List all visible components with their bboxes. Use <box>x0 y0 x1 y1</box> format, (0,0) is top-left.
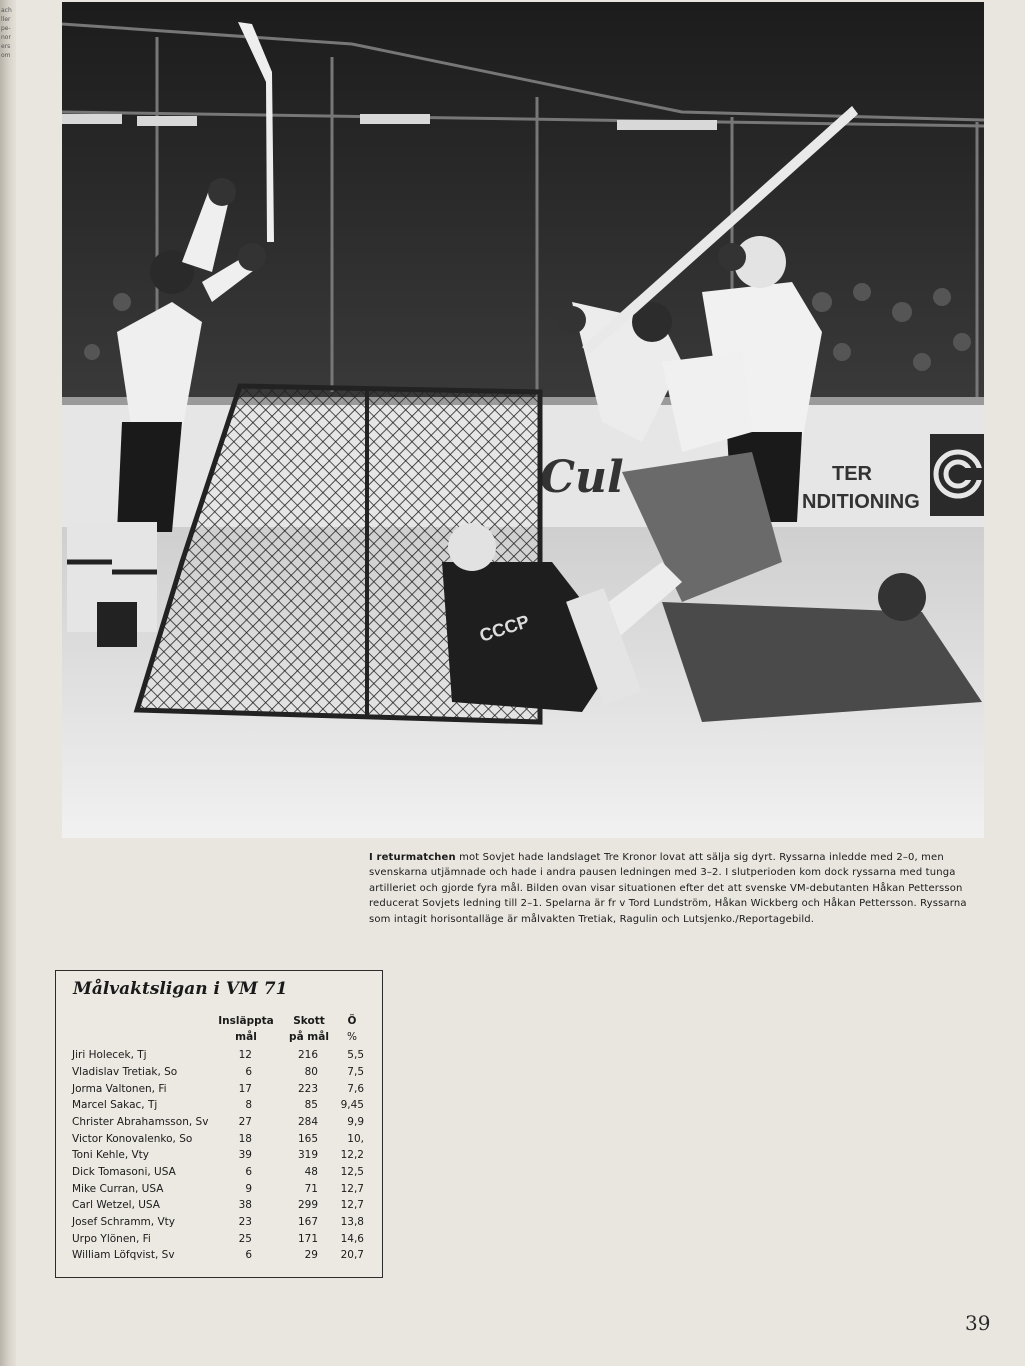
row-pct: 12,2 <box>340 1149 364 1161</box>
row-goals: 18 <box>238 1133 252 1145</box>
page-gutter <box>0 0 16 1366</box>
board-ad-text-2: NDITIONING <box>802 491 920 513</box>
row-name: Mike Curran, USA <box>72 1183 164 1195</box>
goalie-stats-table <box>55 970 383 1278</box>
row-goals: 8 <box>245 1099 252 1111</box>
row-name: Jorma Valtonen, Fi <box>72 1083 167 1095</box>
row-name: Christer Abrahamsson, Sv <box>72 1116 209 1128</box>
row-shots: 71 <box>304 1183 318 1195</box>
row-pct: 12,7 <box>340 1199 364 1211</box>
row-pct: 12,7 <box>340 1183 364 1195</box>
row-goals: 6 <box>245 1166 252 1178</box>
row-pct: 14,6 <box>340 1233 364 1245</box>
row-pct: 20,7 <box>340 1249 364 1261</box>
row-name: Dick Tomasoni, USA <box>72 1166 176 1178</box>
header-pct-line1: Ö <box>347 1015 357 1027</box>
row-goals: 39 <box>238 1149 252 1161</box>
header-goals <box>214 1013 278 1045</box>
row-shots: 80 <box>304 1066 318 1078</box>
row-shots: 29 <box>304 1249 318 1261</box>
row-shots: 171 <box>297 1233 318 1245</box>
row-goals: 6 <box>245 1249 252 1261</box>
board-ad-text-1: TER <box>832 463 872 485</box>
row-name: Josef Schramm, Vty <box>72 1216 175 1228</box>
row-goals: 9 <box>245 1183 252 1195</box>
row-name: Toni Kehle, Vty <box>72 1149 150 1161</box>
table-row <box>56 1233 382 1249</box>
row-goals: 25 <box>238 1233 252 1245</box>
row-pct: 7,6 <box>347 1083 364 1095</box>
header-shots-line2: på mål <box>289 1031 329 1043</box>
board-ad-text-3: Cul <box>540 452 624 503</box>
row-goals: 17 <box>238 1083 252 1095</box>
row-shots: 165 <box>297 1133 318 1145</box>
caption-lead: I returmatchen <box>369 852 456 863</box>
table-row <box>56 1216 382 1232</box>
row-pct: 7,5 <box>347 1066 364 1078</box>
row-name: Carl Wetzel, USA <box>72 1199 160 1211</box>
row-name: Victor Konovalenko, So <box>72 1133 193 1145</box>
row-goals: 6 <box>245 1066 252 1078</box>
row-name: Jiri Holecek, Tj <box>72 1049 147 1061</box>
row-goals: 38 <box>238 1199 252 1211</box>
board-logo <box>930 434 984 516</box>
hockey-photo <box>62 2 984 838</box>
row-pct: 5,5 <box>347 1049 364 1061</box>
stats-title: Målvaktsligan i VM 71 <box>73 979 288 999</box>
table-row <box>56 1083 382 1099</box>
header-shots <box>284 1013 334 1045</box>
row-shots: 319 <box>297 1149 318 1161</box>
header-shots-line1: Skott <box>293 1015 325 1027</box>
row-shots: 48 <box>304 1166 318 1178</box>
row-goals: 23 <box>238 1216 252 1228</box>
hockey-photo-illustration <box>62 2 984 838</box>
table-row <box>56 1183 382 1199</box>
table-row <box>56 1199 382 1215</box>
caption-text: mot Sovjet hade landslaget Tre Kronor lovat att sälja sig dyrt. Ryssarna inledde med 2–0, men svenskarna utjämnade och hade i andra pausen ledningen med 3–2. I slutperioden kom dock ryssarna med tunga artilleriet och gjorde fyra mål. Bilden ovan visar situationen efter det att svenske VM-debutanten Håkan Pettersson reducerat Sovjets ledning till 2–1. Spelarna är fr v Tord Lundström, Håkan Wickberg och Håkan Pettersson. Ryssarna som intagit horisontalläge är målvakten Tretiak, Ragulin och Lutsjenko./Reportagebild. <box>369 852 967 925</box>
table-row <box>56 1099 382 1115</box>
row-goals: 12 <box>238 1049 252 1061</box>
row-name: Urpo Ylönen, Fi <box>72 1233 151 1245</box>
gutter-text-top: ach ller pe- nor ers om <box>1 7 12 59</box>
row-shots: 216 <box>297 1049 318 1061</box>
table-row <box>56 1149 382 1165</box>
row-shots: 299 <box>297 1199 318 1211</box>
jersey-text: CCCP <box>477 611 532 646</box>
row-pct: 9,45 <box>340 1099 364 1111</box>
header-goals-line1: Insläppta <box>218 1015 274 1027</box>
row-goals: 27 <box>238 1116 252 1128</box>
page-number: 39 <box>965 1311 991 1335</box>
table-row <box>56 1133 382 1149</box>
table-row <box>56 1049 382 1065</box>
table-row <box>56 1249 382 1265</box>
header-goals-line2: mål <box>235 1031 257 1043</box>
row-name: William Löfqvist, Sv <box>72 1249 175 1261</box>
header-pct-line2: % <box>347 1031 357 1043</box>
row-shots: 223 <box>297 1083 318 1095</box>
row-shots: 85 <box>304 1099 318 1111</box>
header-pct <box>340 1013 364 1045</box>
table-row <box>56 1166 382 1182</box>
row-pct: 13,8 <box>340 1216 364 1228</box>
row-shots: 167 <box>297 1216 318 1228</box>
row-shots: 284 <box>297 1116 318 1128</box>
row-name: Vladislav Tretiak, So <box>72 1066 178 1078</box>
row-name: Marcel Sakac, Tj <box>72 1099 158 1111</box>
row-pct: 9,9 <box>347 1116 364 1128</box>
table-row <box>56 1116 382 1132</box>
row-pct: 12,5 <box>340 1166 364 1178</box>
row-pct: 10, <box>347 1133 364 1145</box>
table-row <box>56 1066 382 1082</box>
photo-caption <box>369 850 989 927</box>
